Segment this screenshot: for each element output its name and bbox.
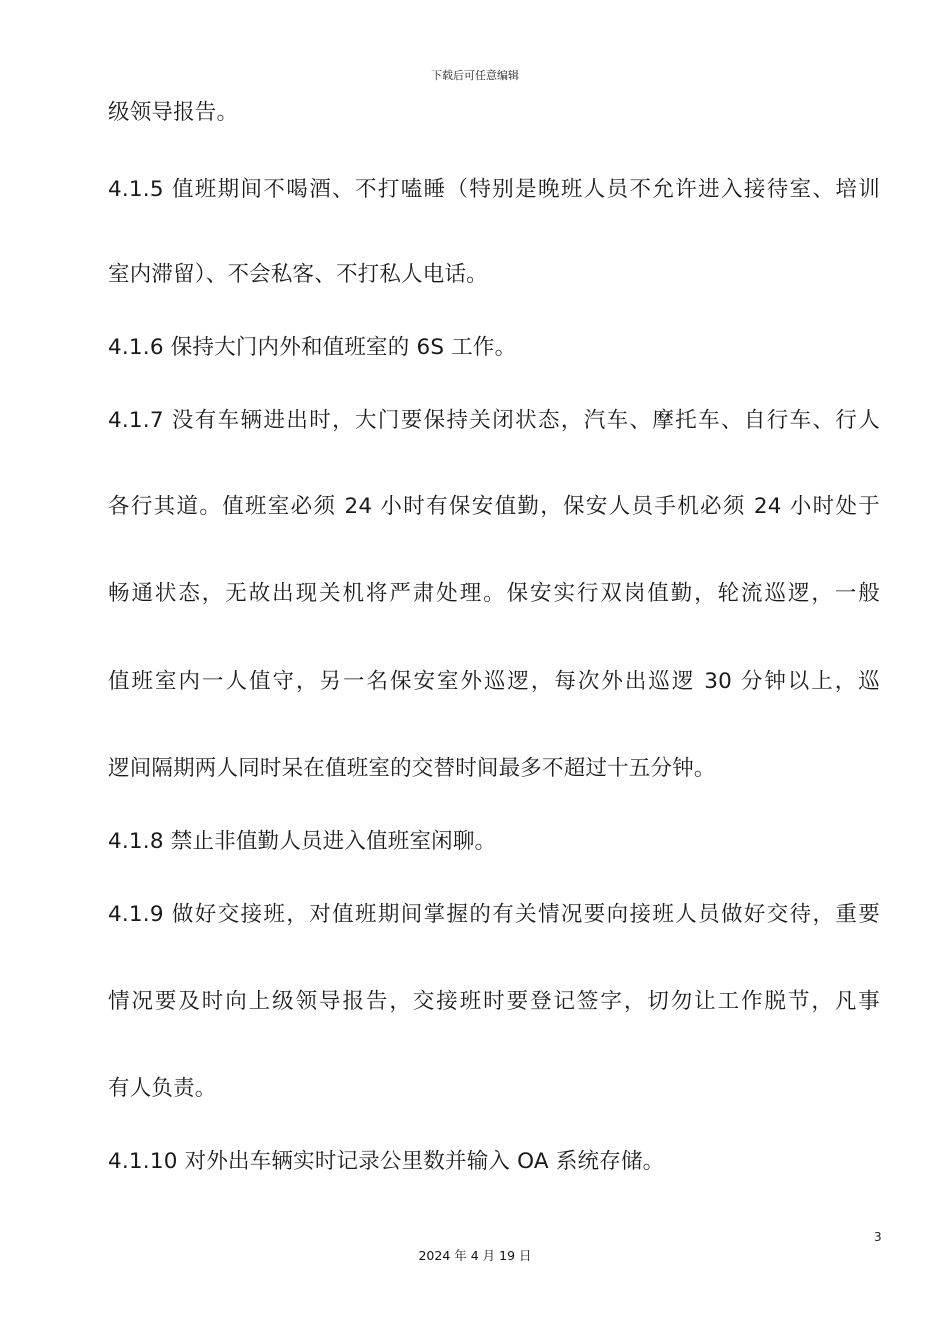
body-line: 逻间隔期两人同时呆在值班室的交替时间最多不超过十五分钟。: [108, 756, 716, 781]
body-line: 情况要及时向上级领导报告，交接班时要登记签字，切勿让工作脱节，凡事: [108, 989, 880, 1014]
footer-date: 2024 年 4 月 19 日: [418, 1248, 532, 1263]
body-line: 4.1.8 禁止非值勤人员进入值班室闲聊。: [108, 829, 497, 854]
body-line: 4.1.7 没有车辆进出时，大门要保持关闭状态，汽车、摩托车、自行车、行人: [108, 408, 880, 433]
page-number: 3: [874, 1230, 882, 1244]
page-header: 下载后可任意编辑: [431, 69, 519, 82]
body-line: 4.1.10 对外出车辆实时记录公里数并输入 OA 系统存储。: [108, 1149, 665, 1174]
body-line: 4.1.9 做好交接班，对值班期间掌握的有关情况要向接班人员做好交待，重要: [108, 902, 880, 927]
body-line: 4.1.5 值班期间不喝酒、不打嗑睡（特别是晚班人员不允许进入接待室、培训: [108, 177, 880, 202]
body-line: 各行其道。值班室必须 24 小时有保安值勤，保安人员手机必须 24 小时处于: [108, 494, 880, 519]
body-line: 室内滞留）、不会私客、不打私人电话。: [108, 262, 488, 287]
body-line: 有人负责。: [108, 1076, 217, 1101]
body-line: 4.1.6 保持大门内外和值班室的 6S 工作。: [108, 335, 517, 360]
body-line: 级领导报告。: [108, 100, 239, 125]
body-line: 畅通状态，无故出现关机将严肃处理。保安实行双岗值勤，轮流巡逻，一般: [108, 581, 880, 606]
body-line: 值班室内一人值守，另一名保安室外巡逻，每次外出巡逻 30 分钟以上，巡: [108, 669, 880, 694]
